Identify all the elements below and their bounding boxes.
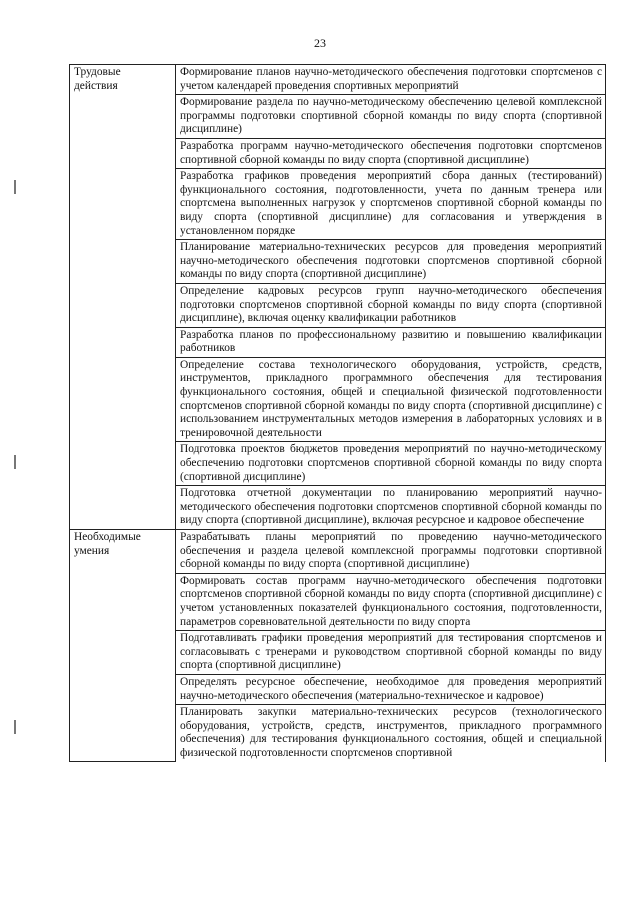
- section-category: Трудовые действия: [70, 65, 176, 530]
- requirement-text: Подготавливать графики проведения мероприятий для тестирования спортсменов и согласовывать с тренерами и руководством спортивной сборной команды по виду спорта (спортивной дисциплине): [176, 631, 606, 675]
- section-category: Необходимые умения: [70, 530, 176, 762]
- requirement-text: Определение кадровых ресурсов групп научно-методического обеспечения подготовки спортсменов спортивной сборной команды по виду спорта (спортивной дисциплине), включая оценку квалификации работников: [176, 283, 606, 327]
- requirement-text: Подготовка проектов бюджетов проведения мероприятий по научно-методическому обеспечению подготовки спортсменов спортивной сборной команды по виду спорта (спортивной дисциплине): [176, 442, 606, 486]
- margin-mark: [14, 720, 16, 734]
- requirement-text: Разработка планов по профессиональному развитию и повышению квалификации работников: [176, 327, 606, 357]
- requirement-text: Подготовка отчетной документации по планированию мероприятий научно-методического обеспечения подготовки спортсменов спортивной сборной команды по виду спорта (спортивной дисциплине), включая ресурсное и кадровое обеспечение: [176, 486, 606, 530]
- requirement-text: Планировать закупки материально-технических ресурсов (технологического оборудования, устройств, средств, инструментов, прикладного программного обеспечения) для тестирования функционального состояния, общей и специальной физической подготовленности спортсменов спортивной: [176, 705, 606, 762]
- margin-mark: [14, 455, 16, 469]
- requirement-text: Планирование материально-технических ресурсов для проведения мероприятий научно-методического обеспечения подготовки спортсменов спортивной сборной команды по виду спорта (спортивной дисциплине): [176, 240, 606, 284]
- requirement-text: Разрабатывать планы мероприятий по проведению научно-методического обеспечения и раздела целевой комплексной программы подготовки спортивной сборной команды по виду спорта (спортивной дисциплине): [176, 530, 606, 574]
- requirements-table: [69, 64, 606, 762]
- requirement-text: Формирование раздела по научно-методическому обеспечению целевой комплексной программы подготовки спортивной сборной команды по виду спорта (спортивной дисциплине): [176, 95, 606, 139]
- requirement-text: Разработка графиков проведения мероприятий сбора данных (тестирований) функционального состояния, подготовленности, учета по данным тренера или спортсмена выполненных нагрузок у спортсменов спортивной сборной команды по виду спорта (спортивной дисциплине) для согласования и утверждения в установленном порядке: [176, 169, 606, 240]
- requirement-text: Формировать состав программ научно-методического обеспечения подготовки спортсменов спортивной сборной команды по виду спорта (спортивной дисциплине) с учетом установленных показателей функционального состояния, подготовленности, параметров соревновательной деятельности по виду спорта: [176, 573, 606, 630]
- table-row: [70, 530, 606, 574]
- table-row: [70, 65, 606, 95]
- requirement-text: Определение состава технологического оборудования, устройств, средств, инструментов, прикладного программного обеспечения для тестирования функционального состояния, общей и специальной физической подготовленности спортсменов спортивной сборной команды по виду спорта (спортивной дисциплине) с использованием инструментальных методов измерения в лабораторных условиях и в тренировочной деятельности: [176, 357, 606, 442]
- requirement-text: Формирование планов научно-методического обеспечения подготовки спортсменов с учетом календарей проведения спортивных мероприятий: [176, 65, 606, 95]
- page-number: 23: [314, 36, 326, 50]
- margin-mark: [14, 180, 16, 194]
- requirement-text: Разработка программ научно-методического обеспечения подготовки спортсменов спортивной сборной команды по виду спорта (спортивной дисциплине): [176, 138, 606, 168]
- requirement-text: Определять ресурсное обеспечение, необходимое для проведения мероприятий научно-методического обеспечения (материально-техническое и кадровое): [176, 674, 606, 704]
